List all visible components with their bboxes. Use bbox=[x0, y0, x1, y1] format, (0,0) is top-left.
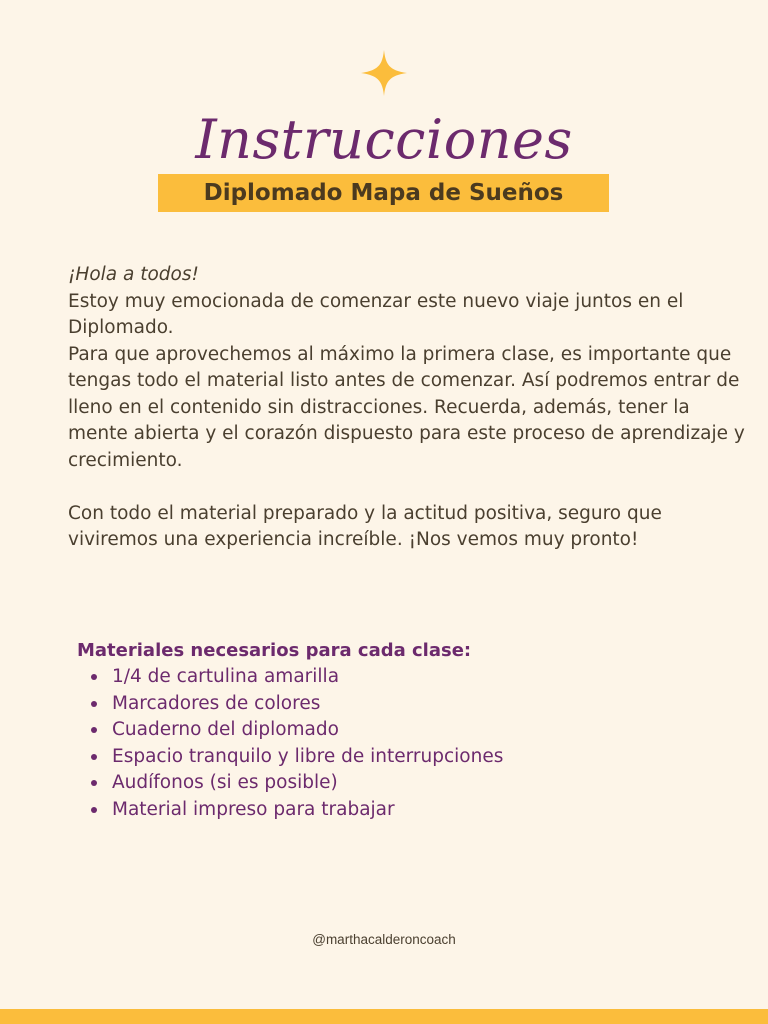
sparkle-icon bbox=[361, 50, 407, 96]
intro-text bbox=[68, 262, 748, 554]
list-item bbox=[77, 744, 757, 771]
list-item-label: Material impreso para trabajar bbox=[112, 798, 395, 820]
subtitle-banner bbox=[158, 174, 609, 212]
list-item-label: Marcadores de colores bbox=[112, 692, 321, 714]
materials-title: Materiales necesarios para cada clase: bbox=[77, 640, 472, 661]
footer-handle: @marthacalderoncoach bbox=[312, 932, 456, 947]
intro-paragraph-1: Estoy muy emocionada de comenzar este nuevo viaje juntos en el Diplomado. bbox=[68, 290, 684, 338]
list-item bbox=[77, 717, 757, 744]
list-item-label: Cuaderno del diplomado bbox=[112, 719, 339, 740]
list-item bbox=[77, 664, 757, 691]
list-item bbox=[77, 797, 757, 824]
paragraph-spacer bbox=[68, 474, 748, 501]
bullet-icon bbox=[91, 727, 97, 733]
materials-section bbox=[77, 638, 757, 823]
list-item-label: Espacio tranquilo y libre de interrupciones bbox=[112, 745, 504, 767]
greeting: ¡Hola a todos! bbox=[68, 264, 199, 285]
list-item-label: 1/4 de cartulina amarilla bbox=[112, 666, 340, 687]
page-title: Instrucciones bbox=[195, 108, 573, 171]
materials-list bbox=[77, 664, 757, 823]
bullet-icon bbox=[91, 807, 97, 813]
bullet-icon bbox=[91, 701, 97, 707]
bullet-icon bbox=[91, 674, 97, 680]
bullet-icon bbox=[91, 754, 97, 760]
list-item bbox=[77, 770, 757, 797]
bullet-icon bbox=[91, 780, 97, 786]
list-item-label: Audífonos (si es posible) bbox=[112, 772, 338, 793]
intro-paragraph-3: Con todo el material preparado y la actitud positiva, seguro que viviremos una experiencia increíble. ¡Nos vemos muy pronto! bbox=[68, 502, 662, 550]
intro-paragraph-2: Para que aprovechemos al máximo la primera clase, es importante que tengas todo el material listo antes de comenzar. Así podremos entrar de lleno en el contenido sin distracciones. Recuerda, además, tener la mente abierta y el corazón dispuesto para este proceso de aprendizaje y crecimiento. bbox=[68, 343, 745, 471]
subtitle: Diplomado Mapa de Sueños bbox=[203, 180, 564, 206]
list-item bbox=[77, 691, 757, 718]
bottom-accent-bar bbox=[0, 1009, 768, 1024]
